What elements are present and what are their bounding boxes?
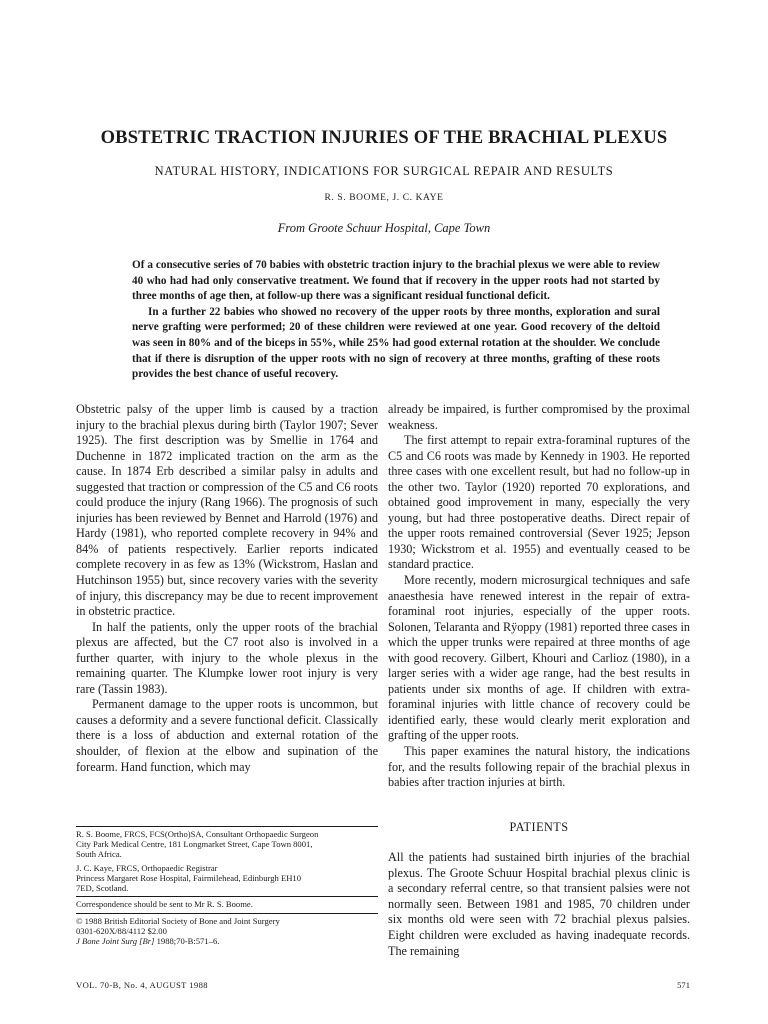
copyright-note: © 1988 British Editorial Society of Bone and Joint Surgery 0301-620X/88/4112 $2.00 J Bone Joint Surg [Br] 1988;70-B:571–6. xyxy=(76,913,378,947)
body-paragraph: Obstetric palsy of the upper limb is caused by a traction injury to the brachial plexus during birth (Taylor 1907; Sever 1925). The first description was by Smellie in 1764 and Duchenne in 1872 implicated traction on the arm as the cause. In 1874 Erb described a similar palsy in adults and suggested that traction or compression of the C5 and C6 roots could produce the injury (Rang 1966). The prognosis of such injuries has been reviewed by Bennet and Harrold (1976) and Hardy (1981), who reported complete recovery in 94% and 84% of patients respectively. Earlier reports indicated complete recovery in as few as 13% (Wickstrom, Haslan and Hutchinson 1955) but, since recovery varies with the severity of injury, this discrepancy may be due to recent improvement in obstetric practice. xyxy=(76,402,378,619)
article-subtitle: NATURAL HISTORY, INDICATIONS FOR SURGICAL REPAIR AND RESULTS xyxy=(154,164,614,178)
body-paragraph: All the patients had sustained birth injuries of the brachial plexus. The Groote Schuur Hospital brachial plexus clinic is a secondary referral centre, so that transient palsies were not normally seen. Between 1981 and 1985, 70 children under six months old were seen with 72 brachial plexus palsies. Eight children were excluded as having inadequate records. The remaining xyxy=(388,850,690,958)
section-heading-patients: PATIENTS xyxy=(509,820,569,834)
author-footnote-boome: R. S. Boome, FRCS, FCS(Ortho)SA, Consultant Orthopaedic Surgeon City Park Medical Centre, 181 Longmarket Street, Cape Town 8001, South Africa. J. C. Kaye, FRCS, Orthopaedic Registrar Princess Margaret Rose Hospital, Fairmilehead, Edinburgh EH10 7ED, Scotland. xyxy=(76,829,319,893)
body-paragraph: The first attempt to repair extra-foraminal ruptures of the C5 and C6 roots was made by Kennedy in 1903. He reported three cases with one excellent result, but had no follow-up in the other two. Taylor (1920) reported 70 explorations, and obtained good improvement in many, especially the very young, but had three postoperative deaths. Direct repair of the upper roots remained controversial (Sever 1925; Jepson 1930; Wickstrom et al. 1955) and eventually ceased to be standard practice. xyxy=(388,433,690,572)
body-paragraph: In half the patients, only the upper roots of the brachial plexus are affected, but the C7 root also is involved in a further quarter, with injury to the whole plexus in the remaining quarter. The Klumpke lower root injury is very rare (Tassin 1983). xyxy=(76,619,378,696)
journal-citation: J Bone Joint Surg [Br] 1988;70-B:571–6. xyxy=(76,936,220,947)
right-column xyxy=(388,402,690,791)
body-paragraph: This paper examines the natural history, the indications for, and the results following repair of the brachial plexus in babies after traction injuries at birth. xyxy=(388,744,690,790)
abstract-paragraph: In a further 22 babies who showed no recovery of the upper roots by three months, exploration and sural nerve grafting were performed; 20 of these children were reviewed at one year. Good recovery of the deltoid was seen in 80% and of the biceps in 55%, while 25% had good external rotation at the shoulder. We conclude that if there is disruption of the upper roots with no sign of recovery at three months, grafting of these roots provides the best chance of useful recovery. xyxy=(132,305,660,381)
correspondence-note: Correspondence should be sent to Mr R. S. Boome. xyxy=(76,896,378,910)
left-column xyxy=(76,402,378,775)
author-list: R. S. BOOME, J. C. KAYE xyxy=(324,193,444,203)
body-paragraph: already be impaired, is further compromised by the proximal weakness. xyxy=(388,402,690,432)
patients-section xyxy=(388,850,690,959)
affiliation: From Groote Schuur Hospital, Cape Town xyxy=(277,221,491,235)
abstract xyxy=(132,258,660,383)
abstract-paragraph: Of a consecutive series of 70 babies with obstetric traction injury to the brachial plexus we were able to review 40 who had had only conservative treatment. We found that if recovery in the upper roots had not started by three months of age then, at follow-up there was a significant residual functional deficit. xyxy=(132,259,660,303)
journal-volume-footer: VOL. 70-B, No. 4, AUGUST 1988 xyxy=(76,980,208,990)
article-title: OBSTETRIC TRACTION INJURIES OF THE BRACHIAL PLEXUS xyxy=(100,128,668,148)
footnotes xyxy=(76,826,378,947)
body-paragraph: More recently, modern microsurgical techniques and safe anaesthesia have renewed interest in the repair of extra-foraminal root injuries, especially of the upper roots. Solonen, Telaranta and Rÿoppy (1981) reported three cases in which the upper trunks were repaired at three months of age with good recovery. Gilbert, Khouri and Carlioz (1980), in a larger series with a wider age range, had the best results in patients under six months of age. If children with extra-foraminal injuries with little chance of recovery could be identified early, these would clearly merit exploration and grafting of the upper roots. xyxy=(388,573,690,743)
page-number: 571 xyxy=(677,980,690,990)
body-paragraph: Permanent damage to the upper roots is uncommon, but causes a deformity and a severe functional deficit. Classically there is a loss of abduction and external rotation of the shoulder, of flexion at the elbow and supination of the forearm. Hand function, which may xyxy=(76,697,378,774)
